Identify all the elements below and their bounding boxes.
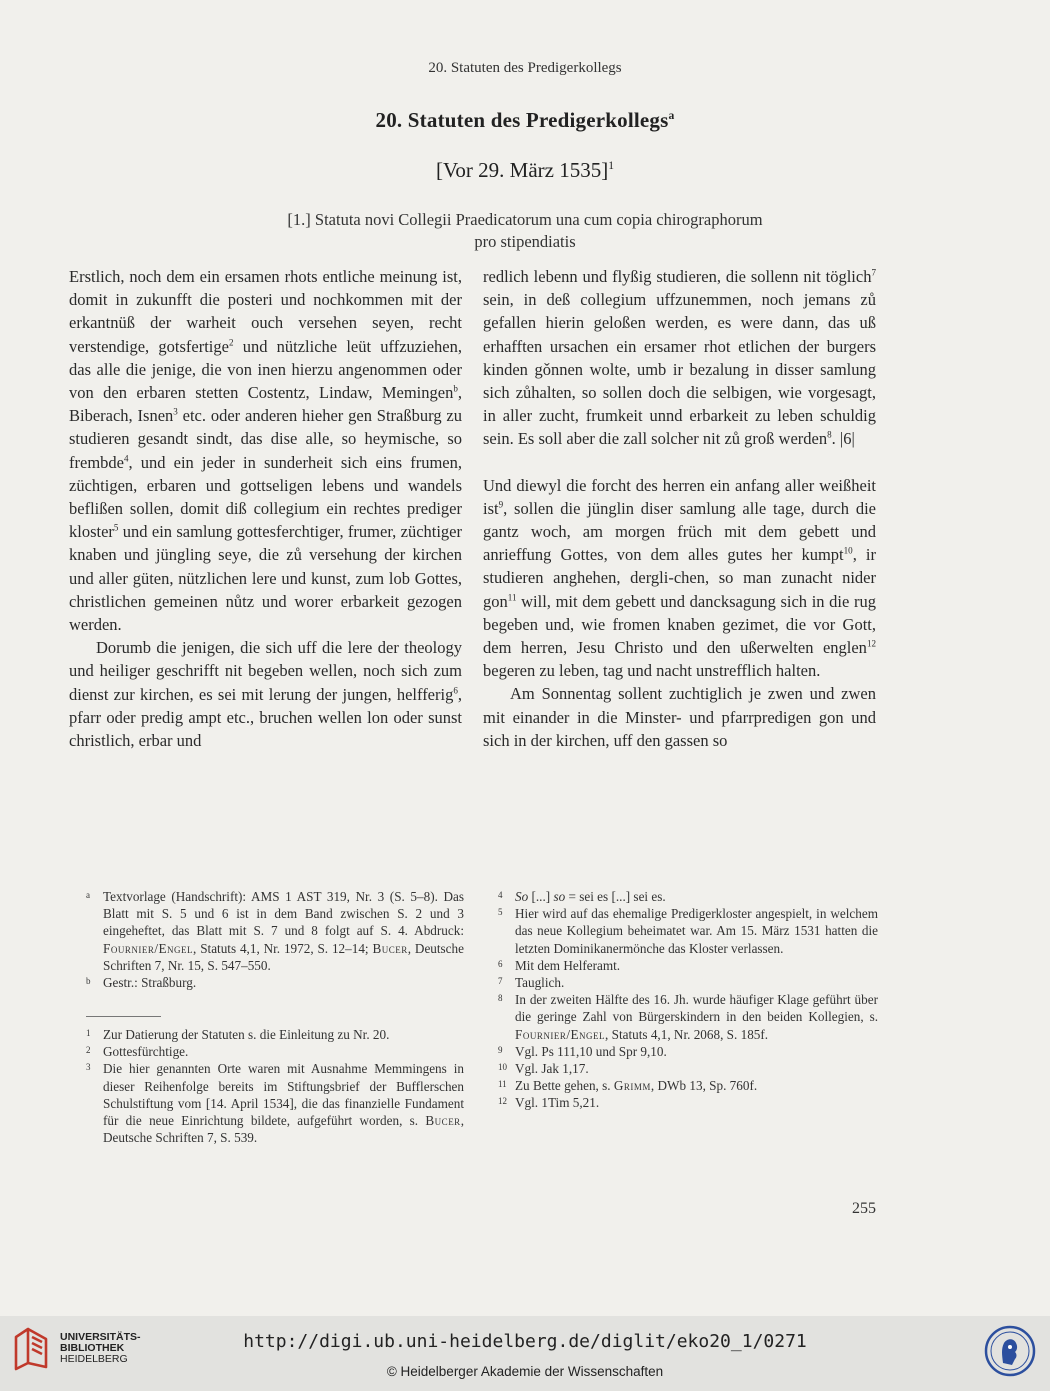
viewer-footer	[0, 1316, 1050, 1391]
page-number: 255	[852, 1200, 876, 1217]
title-text: 20. Statuten des Predigerkollegs	[375, 108, 669, 132]
footnote-mark: 12	[498, 1096, 507, 1107]
library-name-line-2: BIBLIOTHEK	[60, 1342, 125, 1354]
footnote-mark: b	[86, 976, 91, 987]
text-run: Mit dem Helferamt.	[515, 957, 621, 973]
footnote-ref-6[interactable]: 6	[453, 685, 458, 696]
footnote-mark: 2	[86, 1045, 91, 1056]
footnote-mark: 1	[86, 1028, 91, 1038]
author-name: Grimm	[613, 1078, 651, 1094]
text-run: , ir studieren anghehen, dergli-chen, so man zunacht nider gon	[483, 545, 876, 611]
footnote-mark: 8	[498, 993, 503, 1004]
copyright-notice: © Heidelberger Akademie der Wissenschaften	[386, 1364, 664, 1379]
footnote-mark: 5	[498, 907, 503, 918]
footnote-ref-b[interactable]: b	[453, 383, 458, 394]
right-footnotes	[498, 888, 878, 1112]
running-head: 20. Statuten des Predigerkollegs	[428, 60, 622, 76]
text-run: Zu Bette gehen, s.	[515, 1078, 614, 1094]
footnote-mark: a	[86, 890, 90, 900]
footnote-4	[498, 888, 878, 905]
author-name: Bucer	[372, 940, 408, 956]
text-run: . |6|	[831, 429, 855, 449]
footnote-10	[498, 1060, 878, 1077]
footnote-3	[86, 1060, 464, 1146]
title-footnote-mark[interactable]: a	[668, 110, 675, 122]
italic-run: so	[553, 889, 566, 904]
footnote-7	[498, 974, 878, 991]
footnote-1	[86, 1026, 464, 1043]
left-paragraph-1	[69, 265, 462, 636]
footnote-mark: 9	[498, 1044, 503, 1055]
text-run: will, mit dem gebett und dancksagung sich in die rug begeben und, wie fromen knaben gezimet, die vor Gott, dem herren, Jesu Christo und den ußerwelten englen	[483, 591, 876, 658]
text-run: , und ein jeder in sunderheit sich eins frumen, züchtigen, erbaren und gottseligen lebens und wandels beflißen sollen, domit diß collegium ein rechtes prediger kloster	[69, 452, 462, 542]
text-run: Erstlich, noch dem ein ersamen rhots entliche meinung ist, domit in zukunfft die posteri und nochkommen mit der erkantnüß der warheit ouch versehen seyen, recht verstendige, gotsfertige	[69, 267, 462, 356]
text-run: , Statuts 4,1, Nr. 2068, S. 185f.	[605, 1026, 769, 1042]
text-run: Vgl. Jak 1,17.	[515, 1061, 589, 1077]
footnote-mark: 6	[498, 958, 503, 969]
text-run: , pfarr oder predig ampt etc., bruchen wellen lon oder sunst christlich, erbar und	[69, 684, 462, 751]
textual-footnotes	[86, 888, 464, 991]
footnote-mark: 11	[498, 1079, 507, 1090]
text-run: Hier wird auf das ehemalige Predigerkloster angespielt, in welchem das neue Kollegium beheimatet war. Am 15. März 1531 hatten die letzten Dominikanermönche das Kloster verlassen.	[515, 906, 878, 956]
left-paragraph-2	[69, 636, 462, 752]
text-run: , Biberach, Isnen	[69, 383, 462, 426]
footnote-mark: 3	[86, 1062, 91, 1073]
author-name: Bucer	[425, 1113, 461, 1129]
footnote-ref-3[interactable]: 3	[173, 406, 178, 417]
footnote-9	[498, 1043, 878, 1060]
footnote-2	[86, 1043, 464, 1060]
text-run: begeren zu leben, tag und nacht unstrefflich halten.	[483, 661, 821, 681]
text-run: Vgl. 1Tim 5,21.	[515, 1095, 600, 1111]
left-text-column	[69, 265, 462, 752]
footnote-mark: 10	[498, 1062, 507, 1073]
footnote-ref-8[interactable]: 8	[827, 429, 832, 440]
footnote-mark: 4	[498, 890, 503, 900]
footnote-ref-5[interactable]: 5	[113, 522, 119, 533]
document-date	[0, 158, 1050, 183]
italic-run: So	[515, 889, 529, 904]
document-subtitle	[0, 209, 1050, 253]
footnote-divider	[86, 1016, 161, 1017]
left-footnotes	[86, 1026, 464, 1146]
academy-seal-icon[interactable]	[984, 1325, 1036, 1377]
permalink-url[interactable]: http://digi.ub.uni-heidelberg.de/diglit/eko20_1/0271	[243, 1331, 807, 1352]
text-run: Zur Datierung der Statuten s. die Einleitung zu Nr. 20.	[103, 1027, 390, 1042]
footnote-ref-11[interactable]: 11	[507, 592, 517, 603]
footnote-mark: 7	[498, 976, 503, 987]
library-name-line-3: HEIDELBERG	[60, 1353, 128, 1365]
footnote-8	[498, 991, 878, 1043]
document-title	[0, 108, 1050, 133]
text-run: , Deutsche Schriften 7, S. 539.	[103, 1113, 464, 1146]
footnote-11	[498, 1077, 878, 1094]
footnote-ref-9[interactable]: 9	[498, 499, 504, 510]
text-run: Und diewyl die forcht des herren ein anfang aller weißheit ist	[483, 475, 876, 518]
footnote-ref-10[interactable]: 10	[843, 545, 853, 556]
text-run: = sei es [...] sei es.	[565, 889, 666, 904]
footnote-ref-12[interactable]: 12	[866, 638, 876, 649]
right-paragraph-1	[483, 265, 876, 451]
text-run: Vgl. Ps 111,10 und Spr 9,10.	[515, 1043, 667, 1059]
right-paragraph-2	[483, 474, 876, 683]
text-run: [...]	[528, 889, 554, 904]
author-name: Fournier/Engel	[103, 940, 194, 956]
text-run: Tauglich.	[515, 975, 565, 991]
footnote-ref-4[interactable]: 4	[123, 453, 129, 464]
text-run: Textvorlage (Handschrift): AMS 1 AST 319, Nr. 3 (S. 5–8). Das Blatt mit S. 5 und 6 ist in dem Band zwischen S. 2 und 3 eingeheftet, das Blatt mit S. 7 und 8 folgt auf S. 4. Abdruck:	[103, 889, 464, 939]
author-name: Fournier/Engel	[515, 1026, 606, 1042]
text-run: Dorumb die jenigen, die sich uff die lere der theology und heiliger geschrifft nit begeben wellen, noch sich zum dienst zur kirchen, es sei mit lerung der jungen, helfferig	[69, 638, 462, 704]
text-run: Die hier genannten Orte waren mit Ausnahme Memmingens in dieser Reihenfolge bereits im Stiftungsbrief der Bufflerschen Schulstiftung vom [14. April 1534], die das finanzielle Fundament für die neue Einrichtung bildete, aufgeführt worden, s.	[103, 1061, 464, 1129]
footnote-12	[498, 1094, 878, 1111]
text-run: und nützliche leüt uffzuziehen, das alle die jenige, die von inen hierzu angenommen oder von den erbaren stetten Costentz, Lindaw, Memingen	[69, 336, 462, 403]
footnote-b	[86, 974, 464, 991]
subtitle-line-1: [1.] Statuta novi Collegii Praedicatorum una cum copia chirographorum	[287, 210, 763, 229]
text-run: In der zweiten Hälfte des 16. Jh. wurde häufiger Klage geführt über die geringe Zahl von Bürgerskindern in den beiden Kollegien, s.	[515, 992, 878, 1025]
text-run: Gestr.: Straßburg.	[103, 975, 197, 991]
footnote-ref-2[interactable]: 2	[228, 337, 234, 348]
text-run: etc. oder anderen hieher gen Straßburg zu studieren gesandt sindt, das dise alle, so heymische, so frembde	[69, 406, 462, 472]
date-footnote-mark[interactable]: 1	[608, 160, 615, 172]
footnote-a	[86, 888, 464, 974]
library-name-line-1: UNIVERSITÄTS-	[60, 1331, 141, 1343]
right-paragraph-3: Am Sonnentag sollent zuchtiglich je zwen und zwen mit einander in die Minster- und pfarrpredigen gon und sich in der kirchen, uff den gassen so	[483, 684, 876, 750]
right-text-column	[483, 265, 876, 752]
text-run: sein, in deß collegium uffzunemmen, noch jemans zů gefallen hierin geloßen werden, es were dann, das uß erhafften ursachen ein ersamer rhot etlichen der burgers kinden gǒnnen wolte, umb ir bezalung in disser samlung sich zůhalten, so sollen doch die selbigen, wie vorgesagt, in aller zucht, frumkeit unnd erbarkeit zu leben schuldig sein. Es soll aber die zall solcher nit zů groß werden	[483, 290, 876, 449]
text-run: redlich lebenn und flyßig studieren, die sollenn nit töglich	[483, 267, 872, 286]
text-run: und ein samlung gottesferchtiger, frumer, züchtiger knaben und jüngling seye, die zů versehung der kirchen und aller güten, nützlichen lere und kunst, zum lob Gottes, christlichen gemeinen nůtz und worer erbarkeit gezogen werden.	[69, 522, 462, 635]
footnote-6	[498, 957, 878, 974]
text-run: Gottesfürchtige.	[103, 1044, 189, 1060]
text-run: , Statuts 4,1, Nr. 1972, S. 12–14;	[193, 940, 373, 956]
text-run: , DWb 13, Sp. 760f.	[650, 1078, 758, 1094]
text-run: , sollen die jünglin diser samlung alle tage, durch die gantz woch, am morgen früch mit dem gebett und anrieffung Gottes, von dem alles gutes her kumpt	[483, 498, 876, 565]
footnote-ref-7[interactable]: 7	[871, 267, 876, 278]
text-run: , Deutsche Schriften 7, Nr. 15, S. 547–550.	[103, 940, 464, 973]
footnote-5	[498, 905, 878, 957]
date-text: [Vor 29. März 1535]	[435, 158, 609, 182]
subtitle-line-2: pro stipendiatis	[474, 232, 576, 251]
